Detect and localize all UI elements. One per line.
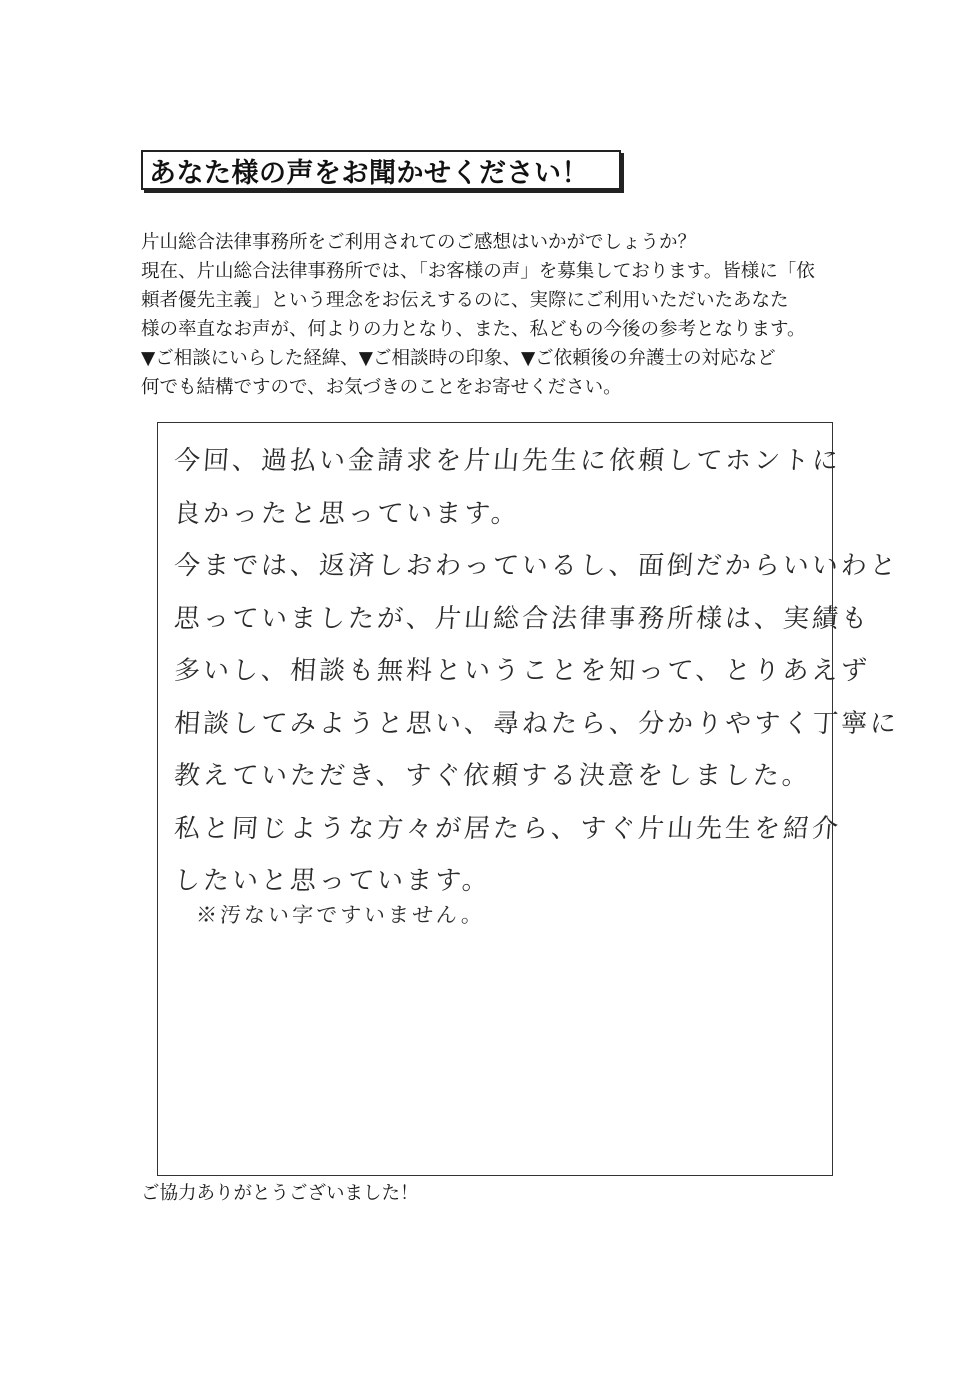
thanks-message: ご協力ありがとうございました！: [141, 1183, 419, 1204]
intro-line: 何でも結構ですので、お気づきのことをお寄せください。: [141, 377, 622, 398]
intro-line: ▼ご相談にいらした経緯、▼ご相談時の印象、▼ご依頼後の弁護士の対応など: [141, 348, 776, 369]
handwritten-line: 今までは、返済しおわっているし、面倒だからいいわと: [172, 551, 900, 581]
handwritten-line: 私と同じような方々が居たら、すぐ片山先生を紹介: [172, 813, 843, 844]
handwritten-comment-box: [157, 422, 901, 1176]
intro-line: 様の率直なお声が、何よりの力となり、また、私どもの今後の参考となります。: [141, 319, 806, 340]
handwritten-note: ※汚ない字ですいません。: [195, 903, 487, 927]
handwritten-line: 教えていただき、すぐ依頼する決意をしました。: [172, 761, 813, 791]
handwritten-line: 良かったと思っています。: [172, 498, 521, 529]
handwritten-line: 相談してみようと思い、尋ねたら、分かりやすく丁寧に: [172, 708, 901, 739]
intro-line: 片山総合法律事務所をご利用されてのご感想はいかがでしょうか？: [141, 232, 697, 253]
page-title-box: [141, 150, 621, 190]
intro-line: 現在、片山総合法律事務所では、「お客様の声」を募集しております。皆様に「依: [141, 261, 815, 282]
handwritten-comment: [172, 435, 901, 908]
handwritten-line: したいと思っています。: [172, 866, 492, 896]
handwritten-line: 今回、過払い金請求を片山先生に依頼してホントに: [172, 446, 843, 476]
intro-line: 頼者優先主義」という理念をお伝えするのに、実際にご利用いただいたあなた: [141, 290, 789, 311]
intro-paragraph: [141, 228, 861, 402]
handwritten-line: 多いし、相談も無料ということを知って、とりあえず: [172, 656, 871, 686]
page-title: あなた様の声をお聞かせください！: [149, 157, 589, 189]
handwritten-line: 思っていましたが、片山総合法律事務所様は、実績も: [172, 603, 872, 634]
